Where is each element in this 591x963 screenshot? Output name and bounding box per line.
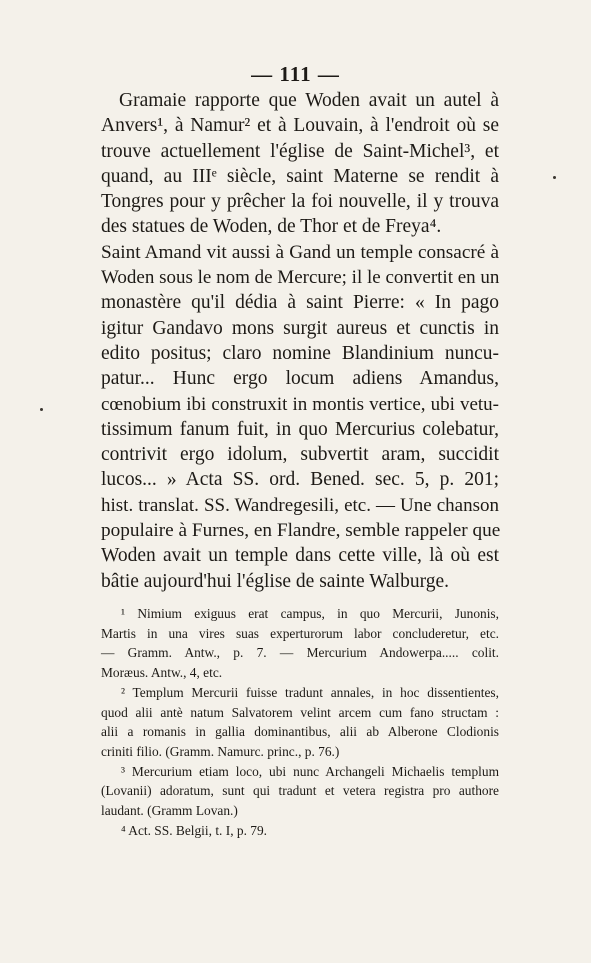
footnote-line: ² Templum Mercurii fuisse tradunt annales, in hoc dissentientes, [121, 684, 499, 700]
body-line: tissimum fanum fuit, in quo Mercurius colebatur, [101, 418, 499, 440]
footnote-line: (Lovanii) adoratum, sunt qui tradunt et vetera registra pro authore [101, 783, 499, 799]
main-paragraph [101, 88, 499, 594]
body-line: Gramaie rapporte que Woden avait un autel à [119, 90, 499, 111]
body-line: edito positus; claro nomine Blandinium nuncu- [101, 342, 499, 364]
footnote-line: ³ Mercurium etiam loco, ubi nunc Archangeli Michaelis templum [121, 763, 499, 779]
body-line: Woden avait un temple dans cette ville, là où est [101, 545, 499, 567]
body-line: lucos... » Acta SS. ord. Bened. sec. 5, p. 201; [101, 469, 499, 491]
body-line: cœnobium ibi construxit in montis vertice, ubi vetu- [101, 393, 499, 415]
body-line: monastère qu'il dédia à saint Pierre: « In pago [101, 292, 499, 314]
body-line: bâtie aujourd'hui l'église de sainte Walburge. [101, 570, 450, 592]
body-line: igitur Gandavo mons surgit aureus et cunctis in [101, 317, 499, 339]
margin-speck [40, 408, 43, 411]
body-line: trouve actuellement l'église de Saint-Michel³, et [101, 140, 499, 162]
footnotes [101, 604, 499, 840]
body-line: contrivit ergo idolum, subvertit aram, succidit [101, 444, 499, 466]
body-line: quand, au IIIᵉ siècle, saint Materne se rendit à [101, 165, 499, 187]
body-line: Anvers¹, à Namur² et à Louvain, à l'endroit où se [101, 115, 499, 137]
footnote-line: criniti filio. (Gramm. Namurc. princ., p. 76.) [101, 743, 340, 759]
body-line: Tongres pour y prêcher la foi nouvelle, il y trouva [101, 191, 499, 213]
footnote-line: laudant. (Gramm Lovan.) [101, 803, 238, 819]
footnote-line: Moræus. Antw., 4, etc. [101, 665, 223, 681]
body-line: populaire à Furnes, en Flandre, semble rappeler que [101, 520, 501, 542]
footnote-line: ⁴ Act. SS. Belgii, t. I, p. 79. [121, 822, 268, 838]
footnote-line: alii a romanis in gallia dominantibus, alii ab Alberone Clodionis [101, 724, 499, 740]
footnote-line: ¹ Nimium exiguus erat campus, in quo Mercurii, Junonis, [121, 606, 499, 621]
body-line: Saint Amand vit aussi à Gand un temple consacré à [101, 241, 499, 263]
margin-speck [553, 176, 556, 179]
page-number: — 111 — [251, 62, 340, 86]
footnote-line: — Gramm. Antw., p. 7. — Mercurium Andowerpa..... colit. [101, 645, 499, 661]
footnote-line: Martis in una vires suas experturorum labor concluderetur, etc. [101, 625, 499, 641]
body-line: patur... Hunc ergo locum adiens Amandus, [101, 368, 499, 390]
body-line: Woden sous le nom de Mercure; il le convertit en un [101, 267, 500, 289]
body-line: des statues de Woden, de Thor et de Freya⁴. [101, 216, 442, 238]
body-line: hist. translat. SS. Wandregesili, etc. — Une chanson [101, 494, 499, 516]
footnote-line: quod alii antè natum Salvatorem velint arcem cum fano structam : [101, 704, 499, 720]
